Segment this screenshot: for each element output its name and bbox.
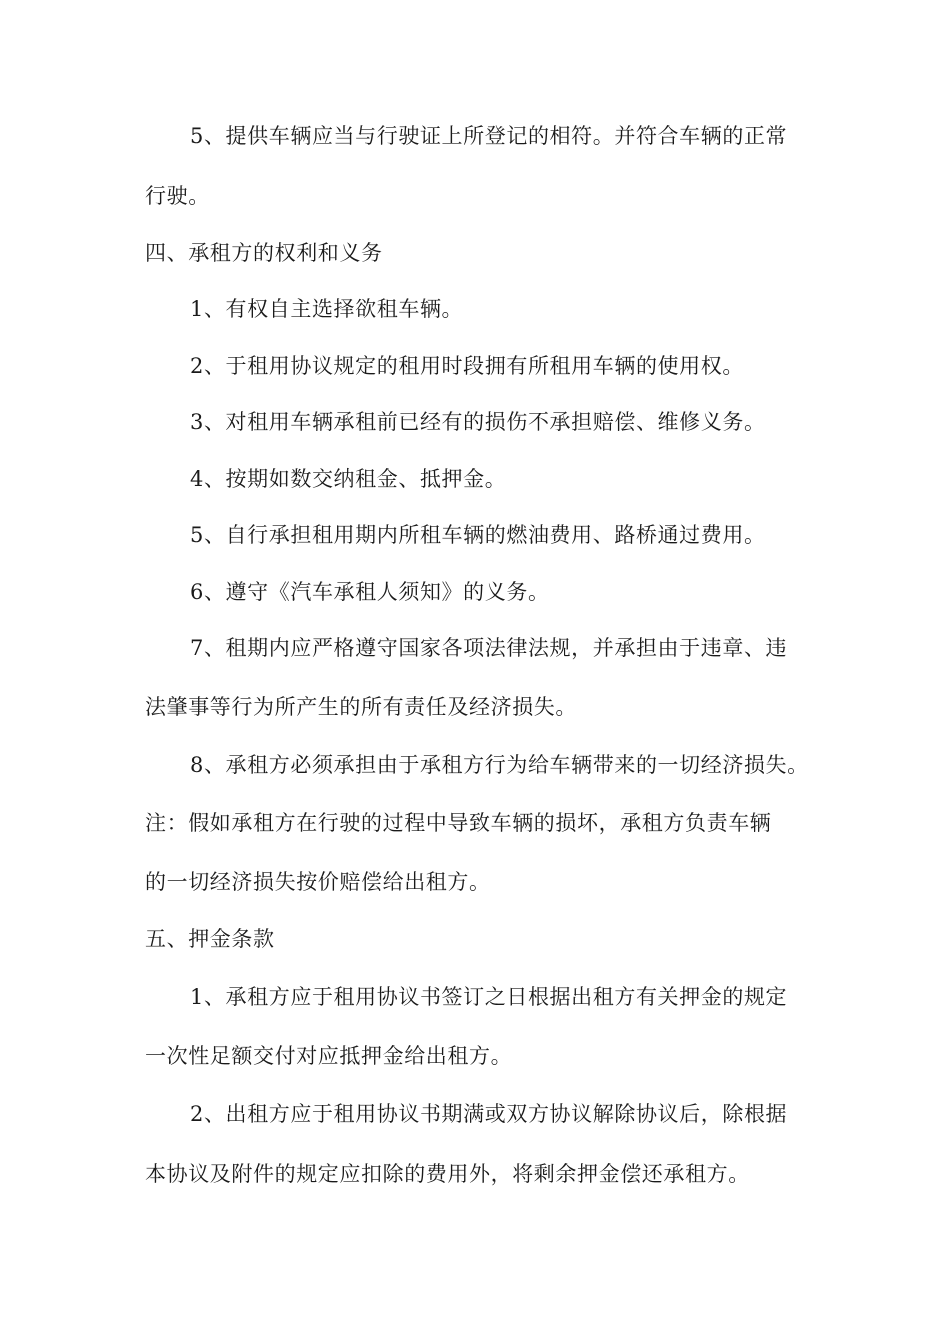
- text-line-16: 1、承租方应于租用协议书签订之日根据出租方有关押金的规定: [190, 985, 788, 1009]
- text-line-13: 注：假如承租方在行驶的过程中导致车辆的损坏，承租方负责车辆: [145, 811, 772, 835]
- text-line-5: 2、于租用协议规定的租用时段拥有所租用车辆的使用权。: [190, 354, 744, 378]
- text-line-8: 5、自行承担租用期内所租车辆的燃油费用、路桥通过费用。: [190, 523, 766, 547]
- section-heading-5: 五、押金条款: [145, 927, 275, 951]
- section-heading-4: 四、承租方的权利和义务: [145, 241, 383, 265]
- text-line-19: 本协议及附件的规定应扣除的费用外，将剩余押金偿还承租方。: [145, 1162, 750, 1186]
- text-line-17: 一次性足额交付对应抵押金给出租方。: [145, 1044, 513, 1068]
- text-line-11: 法肇事等行为所产生的所有责任及经济损失。: [145, 695, 577, 719]
- text-line-10: 7、租期内应严格遵守国家各项法律法规，并承担由于违章、违: [190, 636, 788, 660]
- text-line-12: 8、承租方必须承担由于承租方行为给车辆带来的一切经济损失。: [190, 753, 809, 777]
- text-line-4: 1、有权自主选择欲租车辆。: [190, 297, 464, 321]
- text-line-18: 2、出租方应于租用协议书期满或双方协议解除协议后，除根据: [190, 1102, 788, 1126]
- text-line-2: 行驶。: [145, 184, 210, 208]
- text-line-6: 3、对租用车辆承租前已经有的损伤不承担赔偿、维修义务。: [190, 410, 766, 434]
- text-line-7: 4、按期如数交纳租金、抵押金。: [190, 467, 507, 491]
- text-line-9: 6、遵守《汽车承租人须知》的义务。: [190, 580, 550, 604]
- text-line-14: 的一切经济损失按价赔偿给出租方。: [145, 870, 491, 894]
- text-line-1: 5、提供车辆应当与行驶证上所登记的相符。并符合车辆的正常: [190, 124, 788, 148]
